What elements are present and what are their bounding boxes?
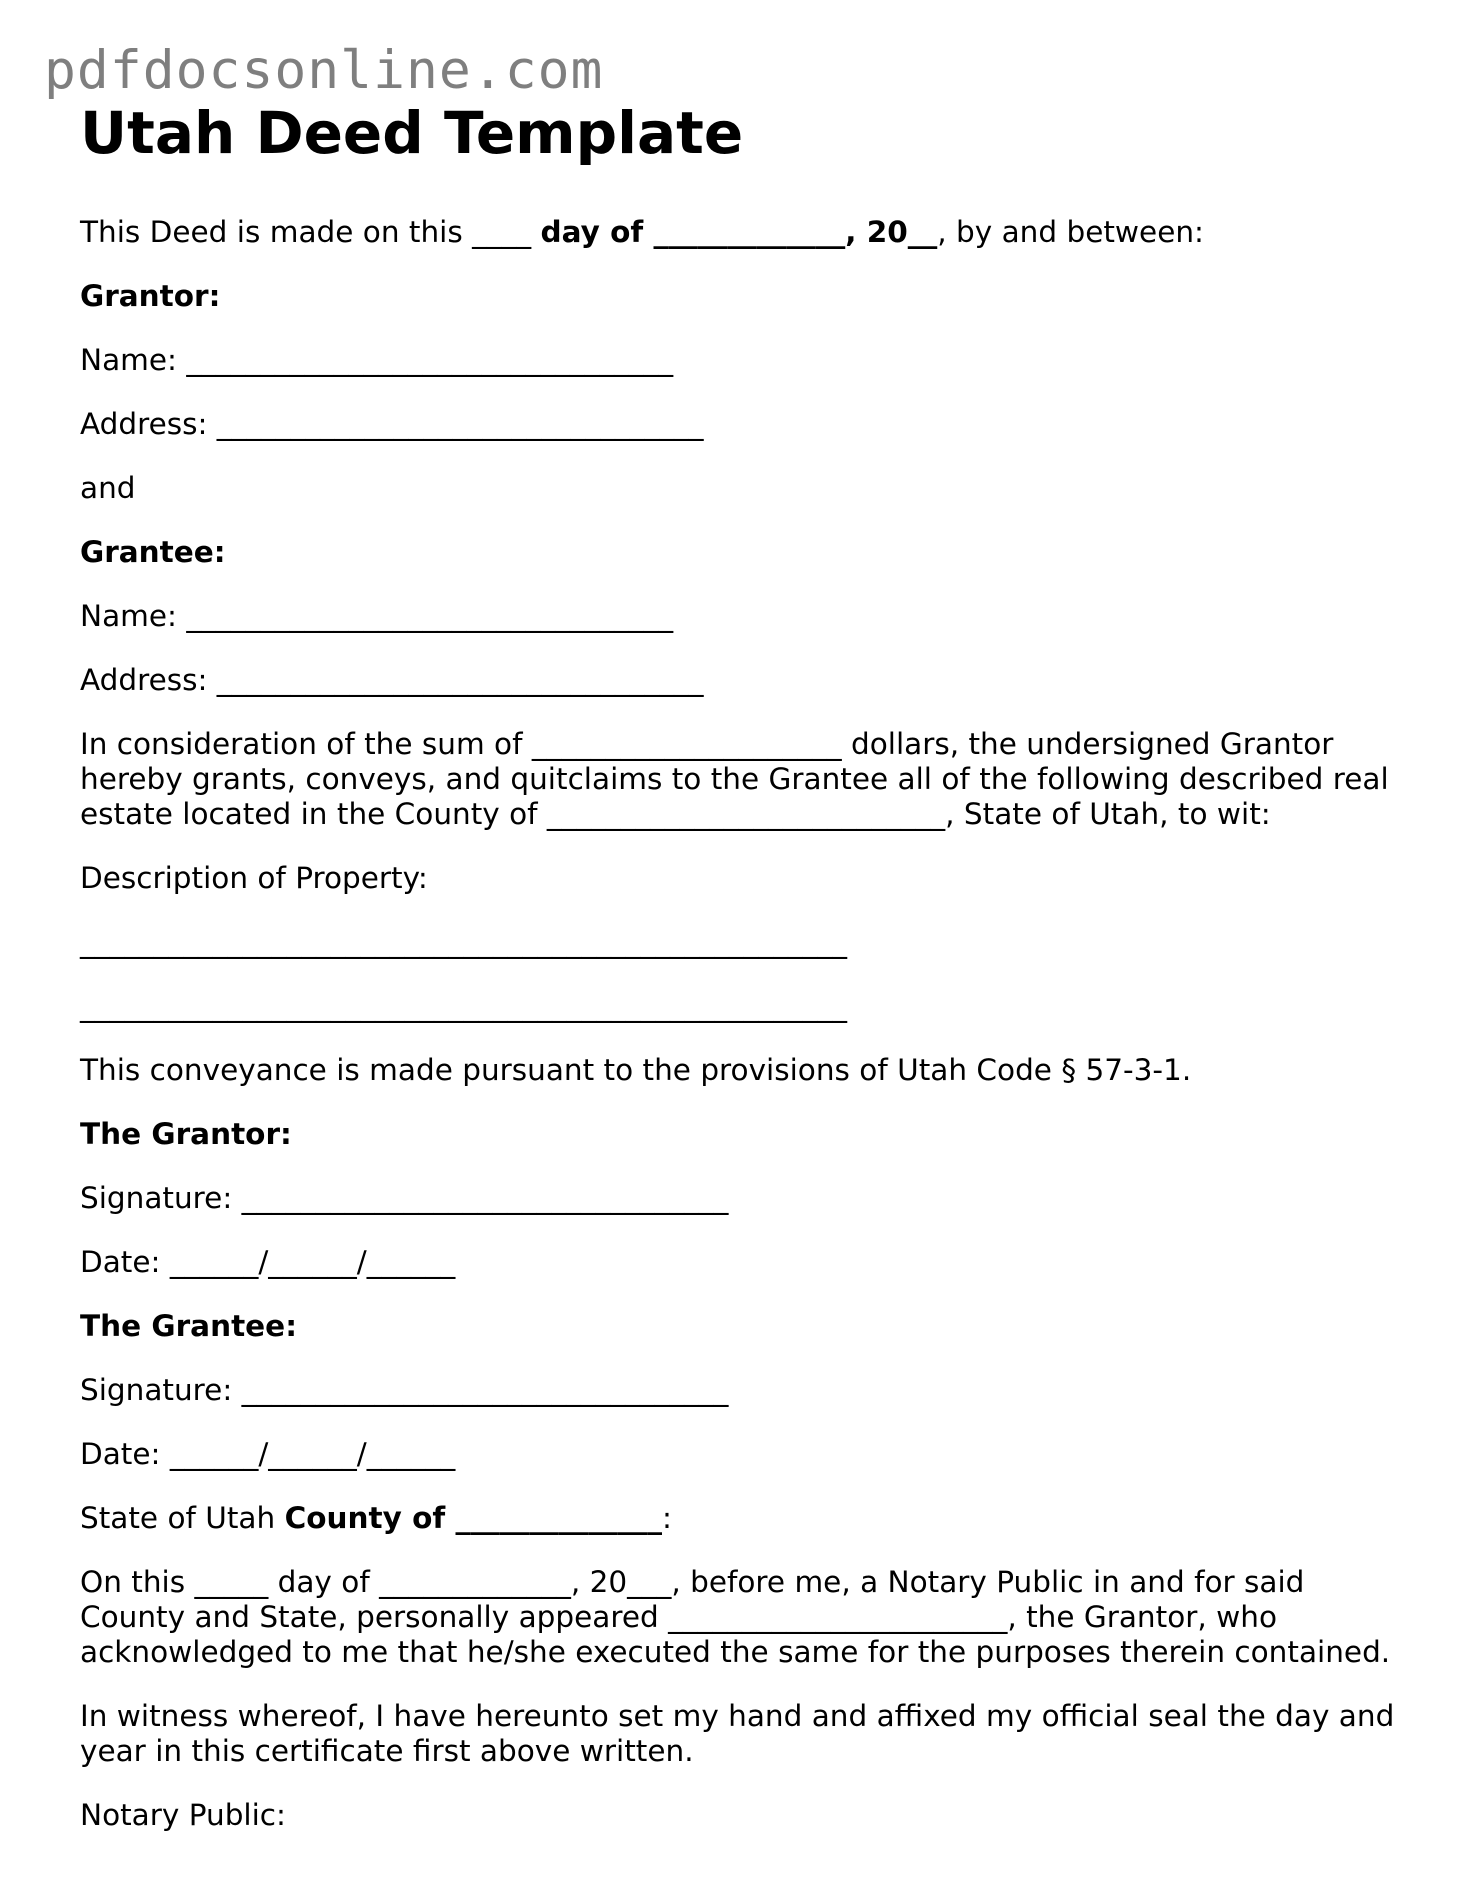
intro-line bbox=[80, 215, 1204, 249]
page-title: Utah Deed Template bbox=[80, 99, 744, 167]
state-text: State of Utah bbox=[80, 1501, 285, 1535]
county-blank: County of ______________ bbox=[284, 1501, 662, 1535]
grantor-name-field: Name: _________________________________ bbox=[80, 343, 674, 377]
watermark: pdfdocsonline.com bbox=[44, 40, 604, 101]
notary-line-1: On this _____ day of _____________, 20___, before me, a Notary Public in and for said bbox=[80, 1565, 1305, 1599]
consideration-line-3: estate located in the County of ___________________________, State of Utah, to wit: bbox=[80, 797, 1271, 831]
grantor-heading: Grantor: bbox=[80, 279, 221, 313]
consideration-line-2: hereby grants, conveys, and quitclaims to the Grantee all of the following described real bbox=[80, 762, 1389, 796]
grantee-name-field: Name: _________________________________ bbox=[80, 599, 674, 633]
consideration-line-1: In consideration of the sum of _____________________ dollars, the undersigned Grantor bbox=[80, 727, 1334, 761]
notary-public-label: Notary Public: bbox=[80, 1798, 286, 1832]
grantee-date-field: Date: ______/______/______ bbox=[80, 1437, 456, 1471]
intro-text: This Deed is made on this ____ bbox=[80, 215, 541, 249]
grantee-heading: Grantee: bbox=[80, 535, 226, 569]
conveyance-statement: This conveyance is made pursuant to the provisions of Utah Code § 57-3-1. bbox=[80, 1053, 1192, 1087]
intro-text-end: , by and between: bbox=[937, 215, 1204, 249]
grantee-address-field: Address: _________________________________ bbox=[80, 663, 704, 697]
notary-line-3: acknowledged to me that he/she executed the same for the purposes therein contained. bbox=[80, 1635, 1391, 1669]
county-colon: : bbox=[662, 1501, 672, 1535]
grantor-signature-heading: The Grantor: bbox=[80, 1117, 292, 1151]
and-text: and bbox=[80, 471, 136, 505]
grantor-address-field: Address: _________________________________ bbox=[80, 407, 704, 441]
grantor-signature-field: Signature: _________________________________ bbox=[80, 1181, 729, 1215]
notary-line-2: County and State, personally appeared _______________________, the Grantor, who bbox=[80, 1600, 1277, 1634]
description-label: Description of Property: bbox=[80, 861, 428, 895]
grantee-signature-field: Signature: _________________________________ bbox=[80, 1373, 729, 1407]
intro-date-blank: day of _____________, 20__ bbox=[540, 215, 938, 249]
witness-line-2: year in this certificate first above written. bbox=[80, 1734, 694, 1768]
state-county-line bbox=[80, 1501, 672, 1535]
description-blank-2: ____________________________________________________ bbox=[80, 989, 847, 1023]
grantor-date-field: Date: ______/______/______ bbox=[80, 1245, 456, 1279]
grantee-signature-heading: The Grantee: bbox=[80, 1309, 297, 1343]
description-blank-1: ____________________________________________________ bbox=[80, 925, 847, 959]
witness-line-1: In witness whereof, I have hereunto set my hand and affixed my official seal the day and bbox=[80, 1699, 1395, 1733]
